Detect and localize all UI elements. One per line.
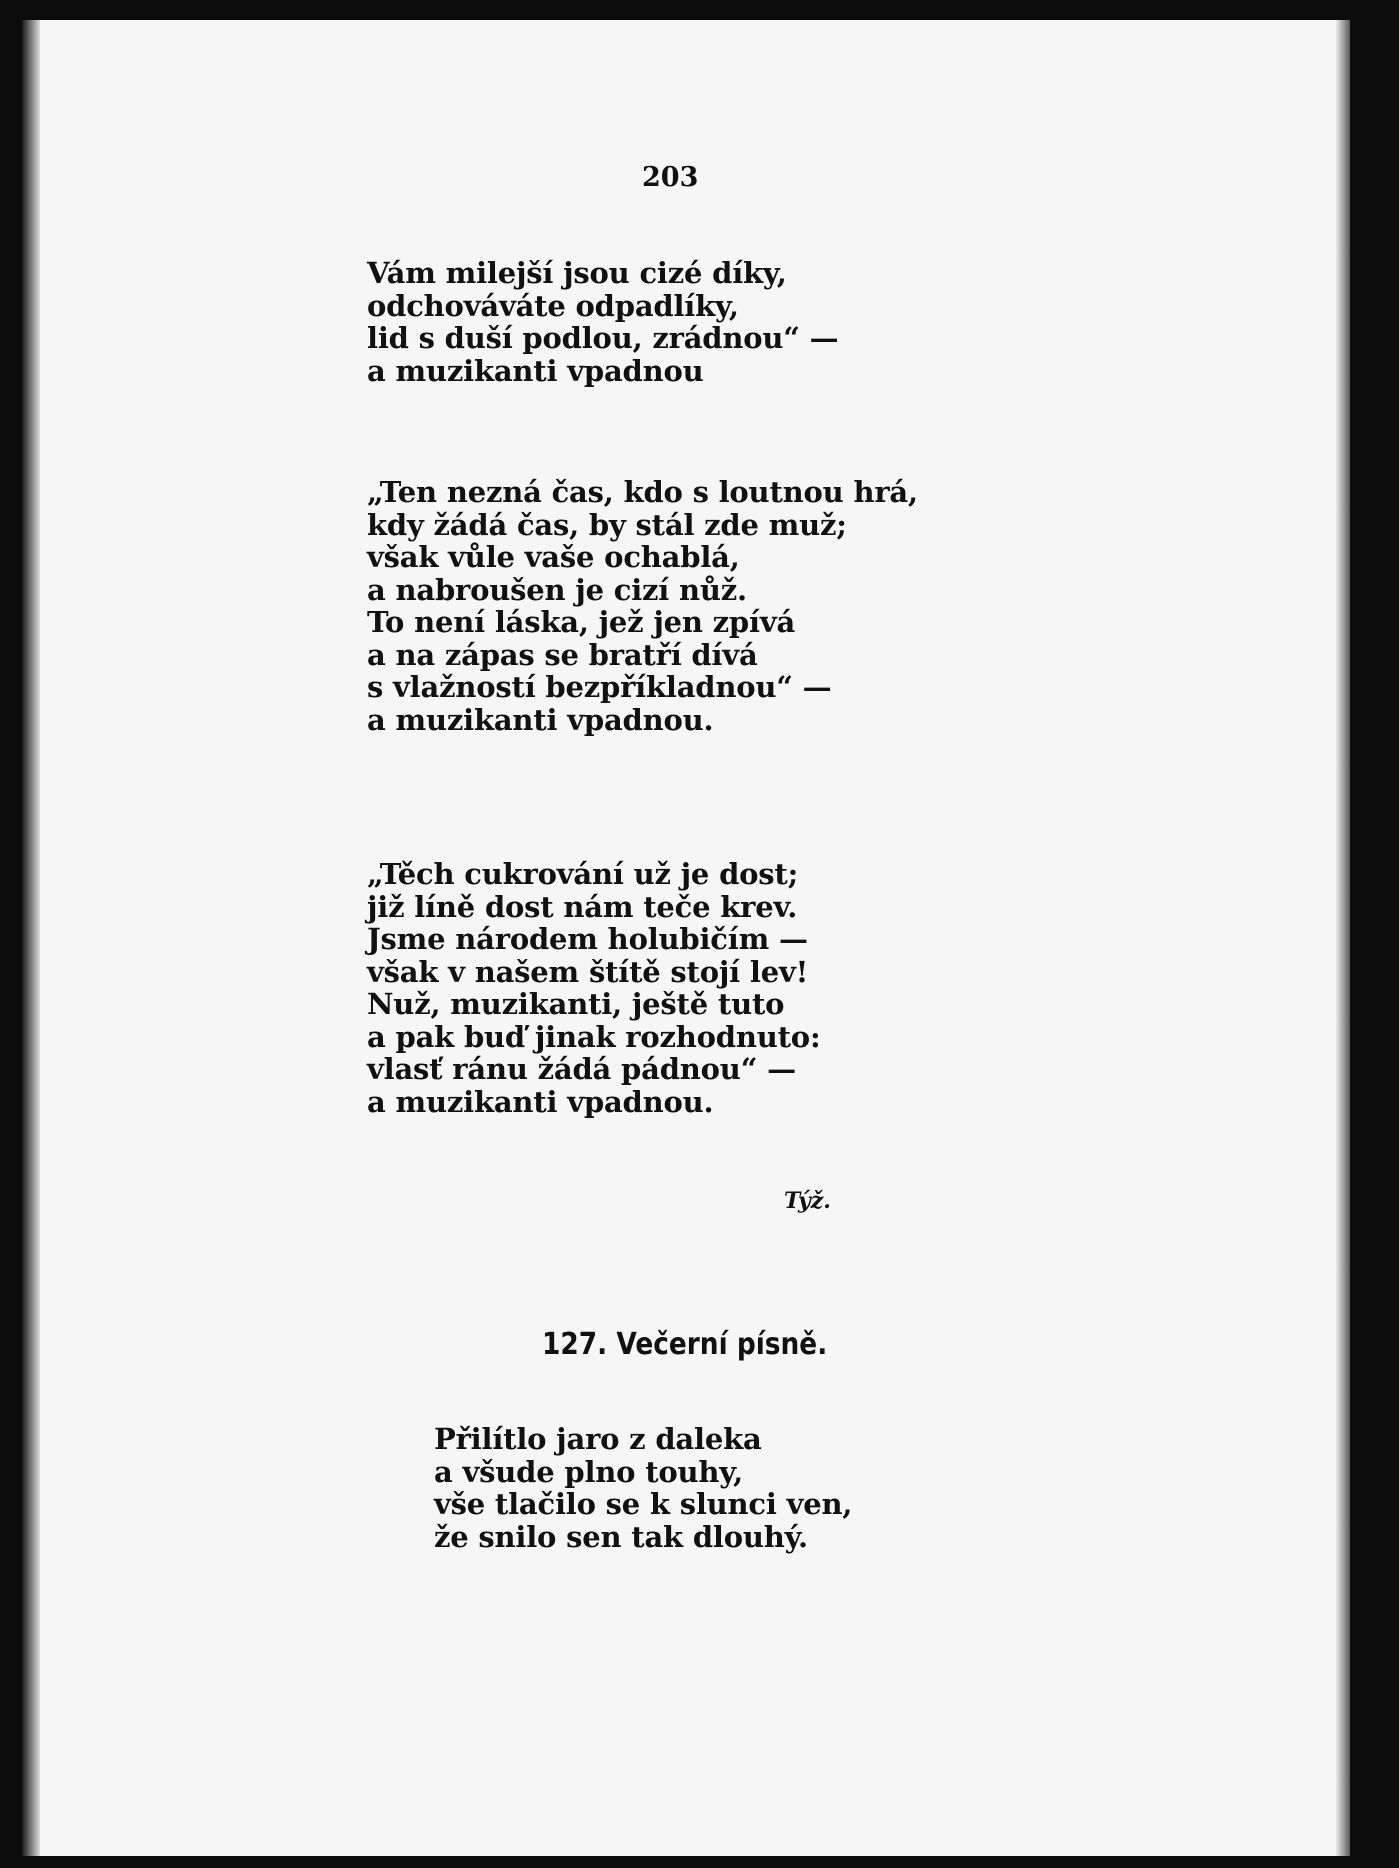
poem-line: a muzikanti vpadnou. — [367, 1084, 714, 1119]
poem-line: Vám milejší jsou cizé díky, — [367, 256, 787, 290]
poem-line: s vlažností bezpříkladnou“ — — [367, 670, 832, 704]
poem-line: že snilo sen tak dlouhý. — [434, 1519, 808, 1554]
poem-line: a všude plno touhy, — [434, 1454, 744, 1489]
stanza-1 — [367, 257, 987, 387]
stanza-2 — [367, 476, 987, 736]
poem-line: „Těch cukrování už je dost; — [367, 857, 799, 891]
poem-line: „Ten nezná čas, kdo s loutnou hrá, — [367, 475, 918, 509]
next-poem-stanza — [434, 1423, 1054, 1553]
page-number: 203 — [642, 162, 699, 193]
poem-line: a muzikanti vpadnou. — [367, 702, 714, 737]
poem-line: kdy žádá čas, by stál zde muž; — [367, 507, 847, 542]
poem-title: 127. Večerní písně. — [542, 1327, 828, 1362]
poem-line: a na zápas se bratří dívá — [367, 637, 758, 672]
poem-line: Nuž, muzikanti, ještě tuto — [367, 987, 785, 1021]
poem-line: a muzikanti vpadnou — [367, 353, 704, 388]
poem-line: Jsme národem holubičím — — [367, 922, 808, 956]
poem-line: a nabroušen je cizí nůž. — [367, 572, 747, 607]
page-edge-shadow — [1336, 20, 1350, 1856]
page-spine-shadow — [22, 20, 40, 1856]
poem-line: však vůle vaše ochablá, — [367, 540, 740, 574]
poem-line: vlasť ránu žádá pádnou“ — — [367, 1052, 796, 1086]
book-page — [22, 20, 1350, 1856]
poem-line: Přilítlo jaro z daleka — [434, 1422, 762, 1456]
poem-line: odchováváte odpadlíky, — [367, 288, 739, 323]
poem-line: však v našem štítě stojí lev! — [367, 954, 809, 989]
poem-line: lid s duší podlou, zrádnou“ — — [367, 321, 839, 355]
poem-line: vše tlačilo se k slunci ven, — [434, 1487, 853, 1521]
poem-line: a pak buď jinak rozhodnuto: — [367, 1019, 821, 1054]
author-signature: Týž. — [784, 1188, 831, 1214]
poem-line: To není láska, jež jen zpívá — [367, 605, 796, 639]
stanza-3 — [367, 858, 987, 1118]
poem-line: již líně dost nám teče krev. — [367, 889, 798, 924]
